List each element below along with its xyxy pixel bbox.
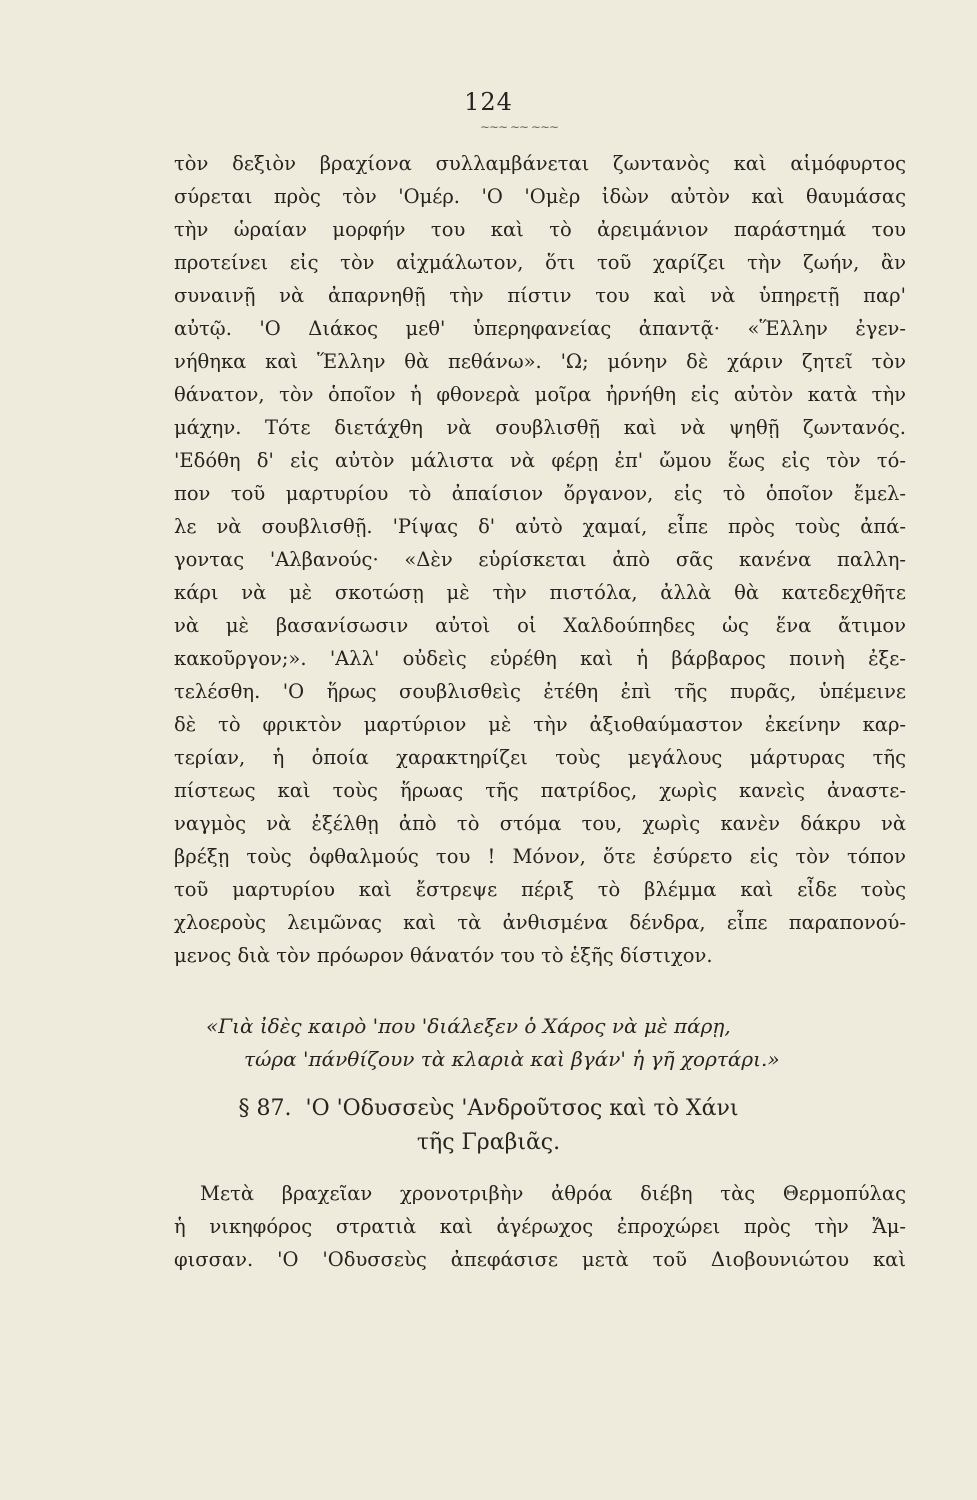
text-line: τὸν δεξιὸν βραχίονα συλλαμβάνεται ζωντανὸς καὶ αἱμόφυρτος [174, 152, 906, 175]
text-line: συναινῇ νὰ ἀπαρνηθῇ τὴν πίστιν του καὶ νὰ ὑπηρετῇ παρ' [174, 284, 906, 307]
text-line: κακοῦργον;». 'Αλλ' οὐδεὶς εὑρέθη καὶ ἡ βάρβαρος ποινὴ ἐξε- [174, 647, 906, 670]
section-mark: § 87. [238, 1096, 292, 1121]
text-line: προτείνει εἰς τὸν αἰχμάλωτον, ὅτι τοῦ χαρίζει τὴν ζωήν, ἂν [174, 251, 906, 274]
text-line: νὰ μὲ βασανίσωσιν αὐτοὶ οἱ Χαλδούπηδες ὡς ἕνα ἄτιμον [174, 614, 906, 637]
poem-line: «Γιὰ ἰδὲς καιρὸ 'που 'διάλεξεν ὁ Χάρος νὰ μὲ πάρῃ, [206, 1014, 731, 1038]
text-line: αὐτῷ. 'Ο Διάκος μεθ' ὑπερηφανείας ἀπαντᾷ· «Ἕλλην ἐγεν- [174, 317, 906, 340]
text-line: πίστεως καὶ τοὺς ἥρωας τῆς πατρίδος, χωρὶς κανεὶς ἀναστε- [174, 779, 906, 802]
poem-line: τώρα 'πάνθίζουν τὰ κλαριὰ καὶ βγάν' ἡ γῆ χορτάρι.» [244, 1047, 780, 1071]
ornament-rule: ∼∼∼ ∼∼ ∼∼∼ [480, 120, 559, 134]
page-number: 124 [464, 88, 513, 116]
section-heading-line2: τῆς Γραβιᾶς. [416, 1130, 561, 1155]
text-line: φισσαν. 'Ο 'Οδυσσεὺς ἀπεφάσισε μετὰ τοῦ Διοβουνιώτου καὶ [174, 1248, 906, 1271]
text-line: λε νὰ σουβλισθῇ. 'Ρίψας δ' αὐτὸ χαμαί, εἶπε πρὸς τοὺς ἀπά- [174, 515, 906, 538]
text-line: ναγμὸς νὰ ἐξέλθῃ ἀπὸ τὸ στόμα του, χωρὶς κανὲν δάκρυ νὰ [174, 812, 906, 835]
text-line: χλοεροὺς λειμῶνας καὶ τὰ ἀνθισμένα δένδρα, εἶπε παραπονού- [174, 911, 906, 934]
text-line: τελέσθη. 'Ο ἥρως σουβλισθεὶς ἐτέθη ἐπὶ τῆς πυρᾶς, ὑπέμεινε [174, 680, 906, 703]
text-line: τερίαν, ἡ ὁποία χαρακτηρίζει τοὺς μεγάλους μάρτυρας τῆς [174, 746, 906, 769]
text-line: θάνατον, τὸν ὁποῖον ἡ φθονερὰ μοῖρα ἠρνήθη εἰς αὐτὸν κατὰ τὴν [174, 383, 906, 406]
text-line: σύρεται πρὸς τὸν 'Ομέρ. 'Ο 'Ομὲρ ἰδὼν αὐτὸν καὶ θαυμάσας [174, 185, 906, 208]
text-line: κάρι νὰ μὲ σκοτώσῃ μὲ τὴν πιστόλα, ἀλλὰ θὰ κατεδεχθῆτε [174, 581, 906, 604]
text-line: νήθηκα καὶ Ἕλλην θὰ πεθάνω». 'Ω; μόνην δὲ χάριν ζητεῖ τὸν [174, 350, 906, 373]
section-title: 'Ο 'Οδυσσεὺς 'Ανδροῦτσος καὶ τὸ Χάνι [305, 1096, 739, 1121]
text-line: μάχην. Τότε διετάχθη νὰ σουβλισθῇ καὶ νὰ ψηθῇ ζωντανός. [174, 416, 906, 439]
text-line: τοῦ μαρτυρίου καὶ ἔστρεψε πέριξ τὸ βλέμμα καὶ εἶδε τοὺς [174, 878, 906, 901]
text-line: Μετὰ βραχεῖαν χρονοτριβὴν ἀθρόα διέβη τὰς Θερμοπύλας [200, 1182, 906, 1205]
text-line: γοντας 'Αλβανούς· «Δὲν εὑρίσκεται ἀπὸ σᾶς κανένα παλλη- [174, 548, 906, 571]
text-line: τὴν ὡραίαν μορφήν του καὶ τὸ ἀρειμάνιον παράστημά του [174, 218, 906, 241]
text-line: 'Εδόθη δ' εἰς αὐτὸν μάλιστα νὰ φέρῃ ἐπ' ὤμου ἕως εἰς τὸν τό- [174, 449, 906, 472]
text-line: μενος διὰ τὸν πρόωρον θάνατόν του τὸ ἑξῆς δίστιχον. [174, 944, 713, 967]
text-line: βρέξῃ τοὺς ὀφθαλμούς του ! Μόνον, ὅτε ἐσύρετο εἰς τὸν τόπον [174, 845, 906, 868]
text-line: ἡ νικηφόρος στρατιὰ καὶ ἀγέρωχος ἐπροχώρει πρὸς τὴν Ἄμ- [174, 1215, 906, 1238]
section-heading [0, 1094, 977, 1124]
text-line: δὲ τὸ φρικτὸν μαρτύριον μὲ τὴν ἀξιοθαύμαστον ἐκείνην καρ- [174, 713, 906, 736]
text-line: πον τοῦ μαρτυρίου τὸ ἀπαίσιον ὄργανον, εἰς τὸ ὁποῖον ἔμελ- [174, 482, 906, 505]
